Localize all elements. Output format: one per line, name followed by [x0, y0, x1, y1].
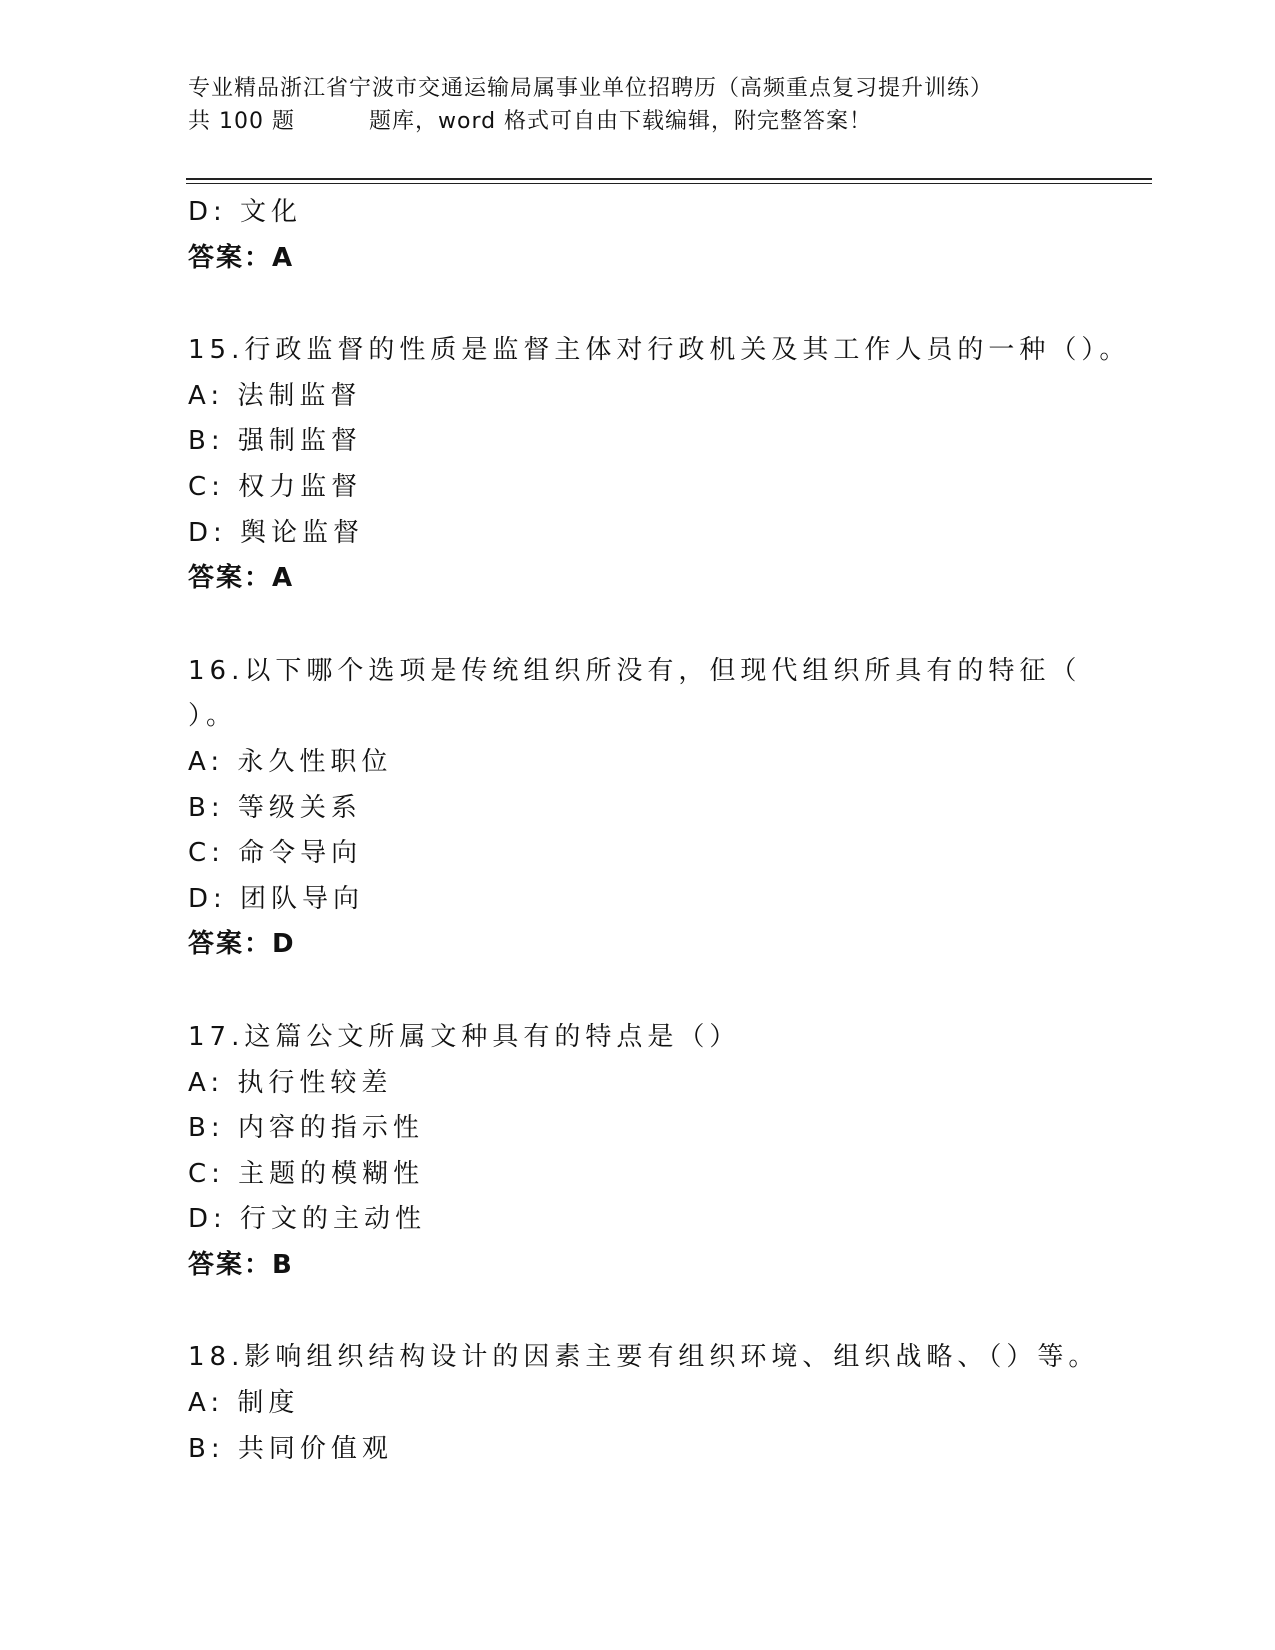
- answer: 答案：A: [188, 563, 295, 594]
- option-c: C: 命令导向: [188, 838, 363, 869]
- header-subtitle: [188, 105, 1148, 138]
- option-b: B: 等级关系: [188, 792, 362, 823]
- option-b: B: 内容的指示性: [188, 1113, 424, 1144]
- header-rule-thin: [186, 183, 1152, 184]
- question-stem: 16.以下哪个选项是传统组织所没有，但现代组织所具有的特征（: [188, 655, 1082, 686]
- option-a: A: 制度: [188, 1388, 300, 1419]
- option-d: D: 行文的主动性: [188, 1204, 427, 1235]
- answer: 答案：D: [188, 929, 296, 960]
- header-rule-thick: [186, 178, 1152, 180]
- question-stem: 15.行政监督的性质是监督主体对行政机关及其工作人员的一种（）。: [188, 335, 1131, 366]
- document-header: [188, 72, 1148, 138]
- question-count: 共 100 题: [188, 109, 295, 134]
- answer: 答案：B: [188, 1249, 294, 1280]
- header-title: 专业精品浙江省宁波市交通运输局属事业单位招聘历（高频重点复习提升训练）: [188, 76, 994, 101]
- header-description: 题库，word 格式可自由下载编辑，附完整答案！: [368, 109, 873, 134]
- option-a: A: 执行性较差: [188, 1067, 393, 1098]
- option-b: B: 强制监督: [188, 426, 362, 457]
- answer: 答案：A: [188, 242, 295, 273]
- question-18: [188, 1335, 1100, 1472]
- option-a: A: 法制监督: [188, 380, 362, 411]
- option-d: D: 舆论监督: [188, 517, 365, 548]
- question-stem-continuation: ）。: [188, 701, 238, 732]
- question-16: [188, 649, 1088, 968]
- question-stem: 17.这篇公文所属文种具有的特点是（）: [188, 1021, 741, 1052]
- option-a: A: 永久性职位: [188, 746, 393, 777]
- option-c: C: 主题的模糊性: [188, 1158, 425, 1189]
- question-list: [188, 190, 1131, 1472]
- option-d: D: 团队导向: [188, 883, 365, 914]
- option-c: C: 权力监督: [188, 471, 363, 502]
- option-d: D: 文化: [188, 197, 303, 227]
- question-17: [188, 1015, 1088, 1289]
- question-15: [188, 328, 1131, 602]
- question-stem: 18.影响组织结构设计的因素主要有组织环境、组织战略、（）等。: [188, 1342, 1100, 1373]
- option-b: B: 共同价值观: [188, 1433, 393, 1464]
